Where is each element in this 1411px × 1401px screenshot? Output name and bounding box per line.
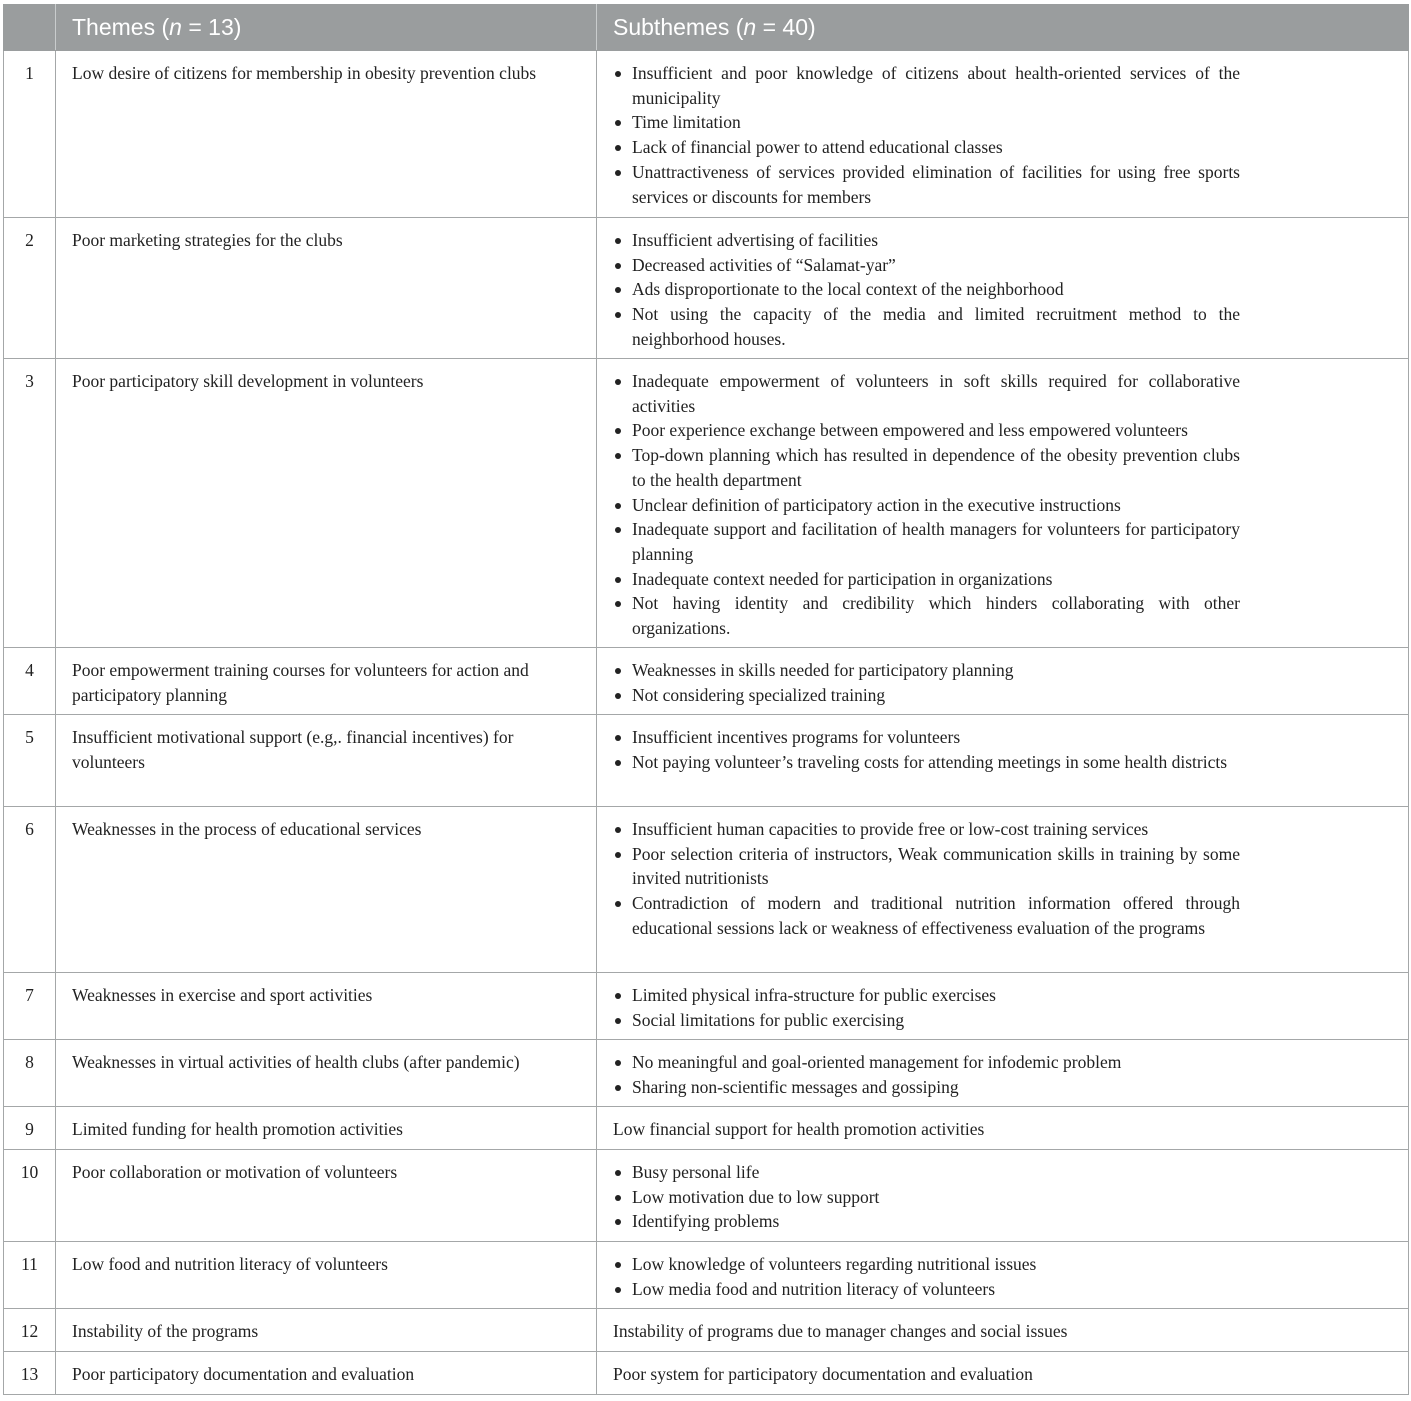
subtheme-list [613,983,1240,1032]
row-number: 1 [4,51,56,218]
table-row [4,1309,1409,1352]
subtheme-item: Ads disproportionate to the local context of the neighborhood [613,277,1240,302]
subtheme-list [613,725,1240,774]
theme-cell: Instability of the programs [56,1309,597,1352]
subtheme-text: Poor system for participatory documentation and evaluation [613,1364,1033,1384]
row-number: 12 [4,1309,56,1352]
subtheme-item: No meaningful and goal-oriented management for infodemic problem [613,1050,1240,1075]
subthemes-cell [597,973,1409,1040]
row-number: 10 [4,1150,56,1242]
subthemes-cell [597,359,1409,648]
row-number: 7 [4,973,56,1040]
table-body [4,51,1409,1395]
themes-table [3,4,1409,1395]
subtheme-item: Insufficient and poor knowledge of citizens about health-oriented services of the municipality [613,61,1240,110]
themes-n: n [169,14,182,40]
subtheme-item: Inadequate empowerment of volunteers in soft skills required for collaborative activities [613,369,1240,418]
header-row [4,5,1409,51]
subtheme-item: Unclear definition of participatory action in the executive instructions [613,493,1240,518]
subtheme-item: Weaknesses in skills needed for participatory planning [613,658,1240,683]
subtheme-item: Insufficient advertising of facilities [613,228,1240,253]
themes-label: Themes ( [72,14,170,40]
subtheme-item: Lack of financial power to attend educational classes [613,135,1240,160]
row-number: 4 [4,648,56,715]
subtheme-item: Inadequate support and facilitation of health managers for volunteers for participatory planning [613,517,1240,566]
subthemes-cell [597,218,1409,359]
table-row [4,1352,1409,1395]
header-themes [56,5,597,51]
table-row [4,218,1409,359]
table-row [4,51,1409,218]
subtheme-item: Not having identity and credibility which hinders collaborating with other organizations. [613,591,1240,640]
theme-cell: Low food and nutrition literacy of volunteers [56,1242,597,1309]
table-row [4,715,1409,807]
row-number: 8 [4,1040,56,1107]
subtheme-item: Decreased activities of “Salamat-yar” [613,253,1240,278]
subtheme-list [613,1050,1240,1099]
subtheme-item: Limited physical infra-structure for public exercises [613,983,1240,1008]
subthemes-cell [597,1040,1409,1107]
subtheme-item: Insufficient human capacities to provide free or low-cost training services [613,817,1240,842]
subthemes-label: Subthemes ( [613,14,744,40]
subtheme-list [613,61,1240,209]
subtheme-item: Busy personal life [613,1160,1240,1185]
theme-cell: Poor collaboration or motivation of volunteers [56,1150,597,1242]
subtheme-list [613,369,1240,641]
theme-cell: Weaknesses in the process of educational services [56,807,597,973]
subtheme-item: Social limitations for public exercising [613,1008,1240,1033]
subthemes-cell [597,1150,1409,1242]
subtheme-item: Poor selection criteria of instructors, Weak communication skills in training by some invited nutritionists [613,842,1240,891]
theme-cell: Poor empowerment training courses for volunteers for action and participatory planning [56,648,597,715]
theme-cell: Low desire of citizens for membership in obesity prevention clubs [56,51,597,218]
subthemes-cell [597,807,1409,973]
table-row [4,807,1409,973]
subthemes-cell [597,1352,1409,1395]
table-header [4,5,1409,51]
row-number: 11 [4,1242,56,1309]
subtheme-item: Inadequate context needed for participation in organizations [613,567,1240,592]
theme-cell: Poor participatory skill development in volunteers [56,359,597,648]
subtheme-text: Low financial support for health promotion activities [613,1119,985,1139]
themes-count: = 13) [181,14,242,40]
subtheme-list [613,817,1240,941]
table-row [4,1150,1409,1242]
subtheme-item: Low motivation due to low support [613,1185,1240,1210]
subtheme-list [613,1160,1240,1234]
theme-cell: Poor participatory documentation and evaluation [56,1352,597,1395]
subtheme-item: Low media food and nutrition literacy of volunteers [613,1277,1240,1302]
subtheme-text: Instability of programs due to manager changes and social issues [613,1321,1068,1341]
subtheme-list [613,1252,1240,1301]
subtheme-list [613,658,1240,707]
table-row [4,1040,1409,1107]
table-row [4,1107,1409,1150]
subthemes-n: n [743,14,757,40]
table-row [4,359,1409,648]
theme-cell: Poor marketing strategies for the clubs [56,218,597,359]
themes-table-container [3,4,1408,1395]
subtheme-item: Not using the capacity of the media and limited recruitment method to the neighborhood houses. [613,302,1240,351]
theme-cell: Limited funding for health promotion activities [56,1107,597,1150]
subtheme-item: Insufficient incentives programs for volunteers [613,725,1240,750]
subthemes-cell [597,1309,1409,1352]
subtheme-item: Time limitation [613,110,1240,135]
subthemes-cell [597,715,1409,807]
subthemes-cell [597,1107,1409,1150]
subtheme-item: Low knowledge of volunteers regarding nutritional issues [613,1252,1240,1277]
table-row [4,648,1409,715]
subtheme-item: Contradiction of modern and traditional nutrition information offered through educational sessions lack or weakness of effectiveness evaluation of the programs [613,891,1240,940]
subtheme-item: Poor experience exchange between empowered and less empowered volunteers [613,418,1240,443]
theme-cell: Insufficient motivational support (e.g,. financial incentives) for volunteers [56,715,597,807]
header-subthemes [597,5,1409,51]
row-number: 3 [4,359,56,648]
subthemes-cell [597,648,1409,715]
subtheme-item: Not considering specialized training [613,683,1240,708]
subthemes-count: = 40) [756,14,816,40]
subtheme-list [613,228,1240,352]
subtheme-item: Top-down planning which has resulted in dependence of the obesity prevention clubs to the health department [613,443,1240,492]
row-number: 2 [4,218,56,359]
row-number: 5 [4,715,56,807]
row-number: 9 [4,1107,56,1150]
row-number: 13 [4,1352,56,1395]
subthemes-cell [597,51,1409,218]
subthemes-cell [597,1242,1409,1309]
table-row [4,973,1409,1040]
theme-cell: Weaknesses in virtual activities of health clubs (after pandemic) [56,1040,597,1107]
subtheme-item: Sharing non-scientific messages and gossiping [613,1075,1240,1100]
row-number: 6 [4,807,56,973]
subtheme-item: Identifying problems [613,1209,1240,1234]
subtheme-item: Not paying volunteer’s traveling costs for attending meetings in some health districts [613,750,1240,775]
header-number [4,5,56,51]
subtheme-item: Unattractiveness of services provided elimination of facilities for using free sports services or discounts for members [613,160,1240,209]
table-row [4,1242,1409,1309]
theme-cell: Weaknesses in exercise and sport activities [56,973,597,1040]
